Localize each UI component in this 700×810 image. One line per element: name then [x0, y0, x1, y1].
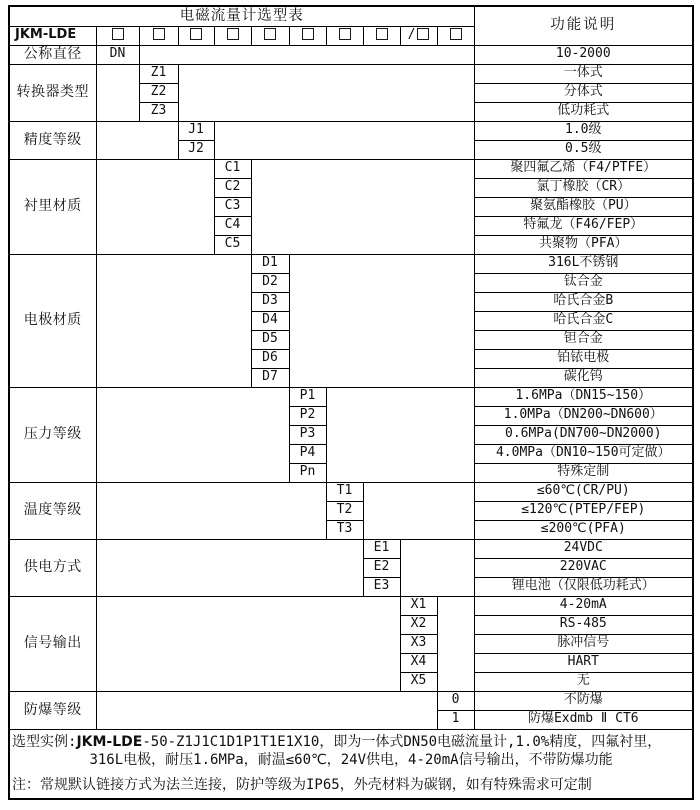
desc-cell: 4.0MPa（DN10~150可定做） [474, 444, 693, 463]
group-label-lining-material: 衬里材质 [9, 159, 96, 254]
code-Z3: Z3 [139, 102, 178, 121]
blank-cell [96, 539, 363, 596]
desc-cell: 共聚物（PFA） [474, 235, 693, 254]
blank-cell [96, 482, 326, 539]
desc-cell: 聚四氟乙烯（F4/PTFE） [474, 159, 693, 178]
group-label-explosion-proof: 防爆等级 [9, 691, 96, 729]
slash-separator: / [407, 27, 416, 43]
code-X4: X4 [400, 653, 437, 672]
desc-cell: ≤120℃(PTEP/FEP) [474, 501, 693, 520]
code-P1: P1 [289, 387, 326, 406]
group-label-pressure-rating: 压力等级 [9, 387, 96, 482]
desc-cell: 10-2000 [474, 45, 693, 64]
model-box-cell [289, 26, 326, 45]
blank-cell [437, 596, 474, 691]
model-box-cell [178, 26, 214, 45]
code-E3: E3 [363, 577, 400, 596]
group-label-power-supply: 供电方式 [9, 539, 96, 596]
code-E2: E2 [363, 558, 400, 577]
desc-cell: RS-485 [474, 615, 693, 634]
checkbox-icon [339, 28, 351, 40]
code-Z2: Z2 [139, 83, 178, 102]
desc-cell: 0.6MPa(DN700~DN2000) [474, 425, 693, 444]
desc-cell: 分体式 [474, 83, 693, 102]
blank-cell [363, 482, 474, 539]
desc-cell: 一体式 [474, 64, 693, 83]
code-J1: J1 [178, 121, 214, 140]
code-P4: P4 [289, 444, 326, 463]
blank-cell [96, 596, 400, 691]
table-row [9, 482, 693, 501]
table-row [9, 691, 693, 710]
code-1: 1 [437, 710, 474, 729]
group-label-electrode-material: 电极材质 [9, 254, 96, 387]
checkbox-icon [450, 28, 462, 40]
code-C2: C2 [214, 178, 251, 197]
code-C5: C5 [214, 235, 251, 254]
model-box-cell [214, 26, 251, 45]
model-box-cell [363, 26, 400, 45]
model-box-cell [251, 26, 289, 45]
group-label-temperature-rating: 温度等级 [9, 482, 96, 539]
blank-cell [400, 539, 474, 596]
desc-cell: 316L不锈钢 [474, 254, 693, 273]
example-model-code: JKM-LDE [76, 733, 143, 750]
desc-cell: 1.0级 [474, 121, 693, 140]
table-row [9, 596, 693, 615]
note-line: 注：常规默认链接方式为法兰连接，防护等级为IP65，外壳材料为碳钢，如有特殊需求可定制 [12, 776, 592, 793]
desc-cell: 1.6MPa（DN15~150） [474, 387, 693, 406]
table-row [9, 387, 693, 406]
code-X5: X5 [400, 672, 437, 691]
desc-cell: 1.0MPa（DN200~DN600） [474, 406, 693, 425]
code-D6: D6 [251, 349, 289, 368]
desc-cell: 哈氏合金B [474, 292, 693, 311]
desc-cell: 锂电池（仅限低功耗式） [474, 577, 693, 596]
code-T1: T1 [326, 482, 363, 501]
blank-cell [214, 121, 474, 159]
model-box-cell [96, 26, 139, 45]
checkbox-icon [302, 28, 314, 40]
code-D3: D3 [251, 292, 289, 311]
table-row [9, 539, 693, 558]
code-Pn: Pn [289, 463, 326, 482]
blank-cell [96, 64, 139, 121]
checkbox-icon [153, 28, 165, 40]
footer-cell [9, 729, 693, 799]
code-X1: X1 [400, 596, 437, 615]
code-DN: DN [96, 45, 139, 64]
code-X3: X3 [400, 634, 437, 653]
blank-cell [96, 121, 178, 159]
code-Z1: Z1 [139, 64, 178, 83]
footer-row [9, 729, 693, 799]
blank-cell [326, 387, 474, 482]
blank-cell [96, 254, 251, 387]
desc-cell: HART [474, 653, 693, 672]
desc-cell: 无 [474, 672, 693, 691]
model-box-cell [326, 26, 363, 45]
blank-cell [139, 45, 474, 64]
checkbox-icon [264, 28, 276, 40]
model-prefix: JKM-LDE [9, 26, 96, 45]
desc-cell: 铂铱电极 [474, 349, 693, 368]
selection-example-line1 [12, 733, 690, 751]
desc-cell: 0.5级 [474, 140, 693, 159]
blank-cell [251, 159, 474, 254]
desc-cell: 4-20mA [474, 596, 693, 615]
desc-cell: 220VAC [474, 558, 693, 577]
example-prefix: 选型实例: [12, 733, 77, 750]
code-0: 0 [437, 691, 474, 710]
desc-cell: 特氟龙（F46/FEP） [474, 216, 693, 235]
code-D7: D7 [251, 368, 289, 387]
desc-cell: ≤200℃(PFA) [474, 520, 693, 539]
desc-cell: 哈氏合金C [474, 311, 693, 330]
example-rest: -50-Z1J1C1D1P1T1E1X10，即为一体式DN50电磁流量计,1.0%精度，四氟衬里， [142, 733, 662, 750]
code-D4: D4 [251, 311, 289, 330]
code-C4: C4 [214, 216, 251, 235]
table-row [9, 254, 693, 273]
checkbox-icon [376, 28, 388, 40]
code-T3: T3 [326, 520, 363, 539]
code-P3: P3 [289, 425, 326, 444]
desc-cell: 钛合金 [474, 273, 693, 292]
checkbox-icon [112, 28, 124, 40]
blank-cell [178, 64, 474, 121]
desc-cell: 钽合金 [474, 330, 693, 349]
checkbox-icon [190, 28, 202, 40]
table-row [9, 121, 693, 140]
blank-cell [96, 691, 437, 729]
code-X2: X2 [400, 615, 437, 634]
selector-table [8, 5, 694, 800]
table-row [9, 159, 693, 178]
desc-cell: 24VDC [474, 539, 693, 558]
blank-cell [289, 254, 474, 387]
model-box-cell [139, 26, 178, 45]
model-box-cell [437, 26, 474, 45]
code-E1: E1 [363, 539, 400, 558]
blank-cell [96, 159, 214, 254]
desc-cell: 防爆Exdmb Ⅱ CT6 [474, 710, 693, 729]
blank-cell [96, 387, 289, 482]
desc-cell: ≤60℃(CR/PU) [474, 482, 693, 501]
desc-cell: 脉冲信号 [474, 634, 693, 653]
table-row [9, 64, 693, 83]
group-label-nominal-diameter: 公称直径 [9, 45, 96, 64]
checkbox-icon [417, 28, 429, 40]
title-row [9, 6, 693, 26]
desc-cell: 不防爆 [474, 691, 693, 710]
group-label-converter-type: 转换器类型 [9, 64, 96, 121]
code-P2: P2 [289, 406, 326, 425]
desc-cell: 碳化钨 [474, 368, 693, 387]
code-D5: D5 [251, 330, 289, 349]
selection-example-line2: 316L电极，耐压1.6MPa，耐温≤60℃，24V供电，4-20mA信号输出，不带防爆功能 [89, 751, 613, 768]
group-label-signal-output: 信号输出 [9, 596, 96, 691]
function-description-header: 功能说明 [474, 6, 693, 45]
desc-cell: 特殊定制 [474, 463, 693, 482]
code-D2: D2 [251, 273, 289, 292]
desc-cell: 聚氨酯橡胶（PU） [474, 197, 693, 216]
desc-cell: 氯丁橡胶（CR） [474, 178, 693, 197]
code-J2: J2 [178, 140, 214, 159]
code-C1: C1 [214, 159, 251, 178]
desc-cell: 低功耗式 [474, 102, 693, 121]
checkbox-icon [227, 28, 239, 40]
table-title: 电磁流量计选型表 [9, 6, 474, 26]
code-D1: D1 [251, 254, 289, 273]
code-C3: C3 [214, 197, 251, 216]
code-T2: T2 [326, 501, 363, 520]
table-row [9, 45, 693, 64]
model-box-cell-slash [400, 26, 437, 45]
group-label-accuracy-class: 精度等级 [9, 121, 96, 159]
